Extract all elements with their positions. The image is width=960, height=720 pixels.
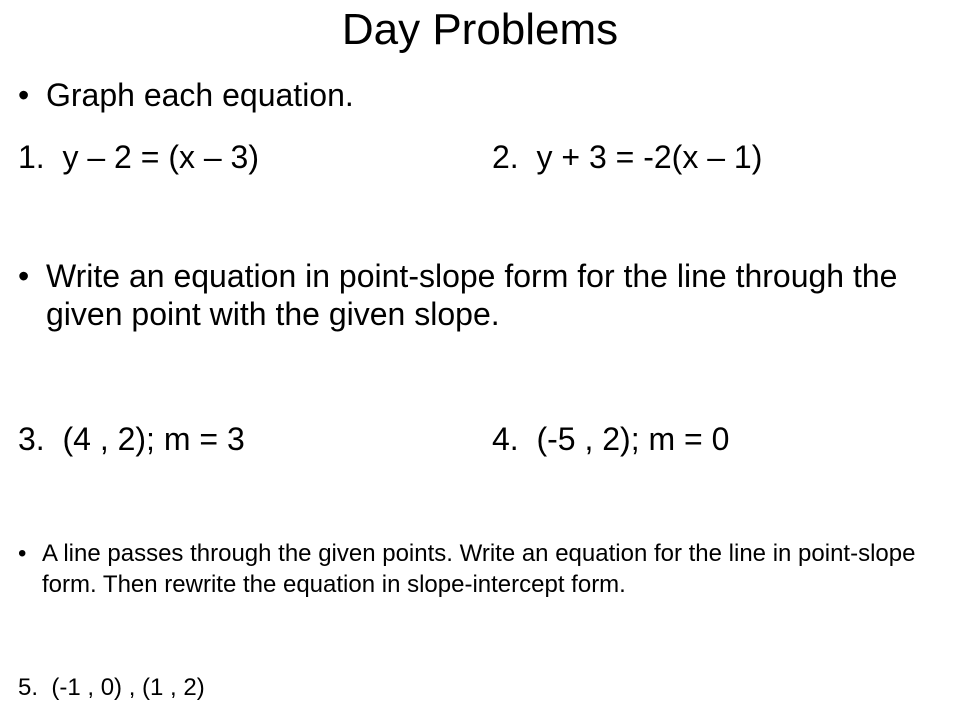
bullet-point-slope-instruction [18,257,898,333]
bullet-dot: • [18,540,27,567]
bullet-two-points-instruction [18,538,938,600]
two-points-instruction: A line passes through the given points. Write an equation for the line in point-slope form. Then rewrite the equation in slope-intercept form. [42,540,916,598]
problem-4: 4. (-5 , 2); m = 0 [492,421,730,457]
problem-2: 2. y + 3 = -2(x – 1) [492,139,763,175]
problem-3: 3. (4 , 2); m = 3 [18,421,245,457]
bullet-graph-instruction [18,76,898,114]
bullet-dot: • [18,258,30,294]
graph-instruction: Graph each equation. [46,77,354,113]
bullet-dot: • [18,77,30,113]
problem-5: 5. (-1 , 0) , (1 , 2) [18,674,205,701]
slide-title: Day Problems [341,5,619,54]
problem-1: 1. y – 2 = (x – 3) [18,139,259,175]
point-slope-instruction: Write an equation in point-slope form for the line through the given point with the given slope. [46,258,898,332]
